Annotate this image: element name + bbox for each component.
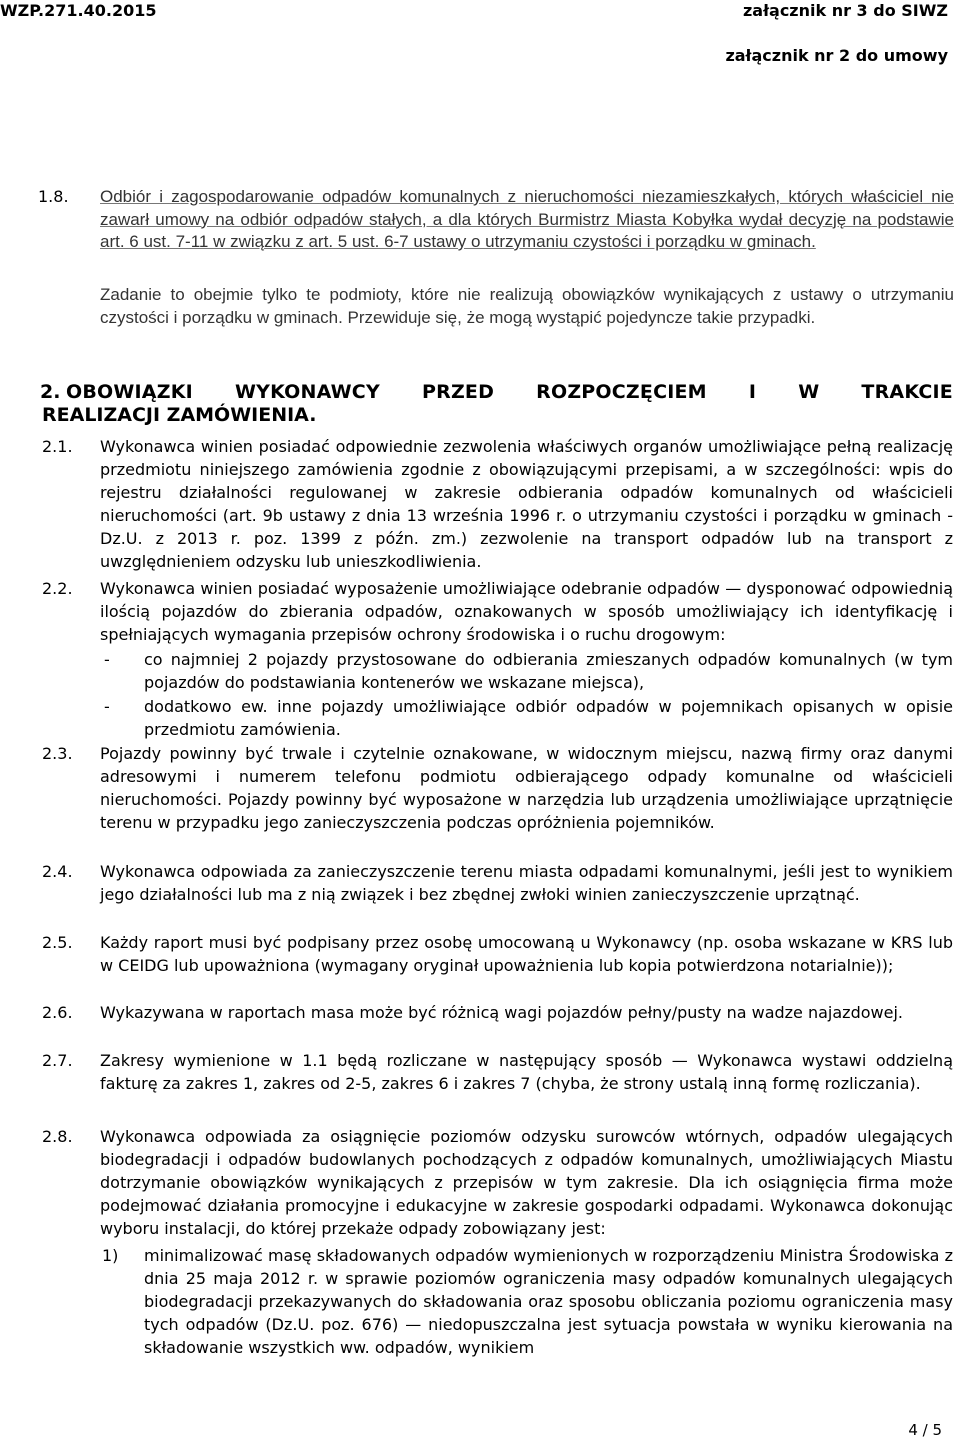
item-2-8 [42,1125,953,1240]
item-text: Pojazdy powinny być trwale i czytelnie oznakowane, w widocznym miejscu, nazwą firmy oraz danymi adresowymi i numerem telefonu podmiotu odbierającego odpady komunalne od właścicieli nieruchomości. Pojazdy powinny być wyposażone w narzędzia lub urządzenia umożliwiające uprzątnięcie terenu w przypadku jego zanieczyszczenia podczas opróżnienia pojemników. [100,744,953,832]
bullet-2-2-b [104,695,953,741]
item-number: 2.5. [42,933,73,952]
item-number: 2.1. [42,437,73,456]
item-2-2 [42,577,953,646]
item-1-8 [38,186,954,254]
subitem-2-8-1 [102,1244,953,1359]
item-text: Wykazywana w raportach masa może być różnicą wagi pojazdów pełny/pusty na wadze najazdowej. [100,1003,903,1022]
item-text: Wykonawca odpowiada za osiągnięcie poziomów odzysku surowców wtórnych, odpadów ulegających biodegradacji i odpadów budowlanych pochodzących z odpadów komunalnych, umożliwiających Miastu dotrzymanie obowiązków wynikających z przepisów w tym zakresie. Dla ich osiągnięcia firma może podejmować działania promocyjne i edukacyjne w zakresie gospodarki odpadami. Wykonawca dokonując wyboru instalacji, do której przekaże odpady zobowiązany jest: [100,1127,953,1238]
item-2-7 [42,1049,953,1095]
item-number: 2.6. [42,1003,73,1022]
bullet-2-2-a [104,648,953,694]
item-2-3 [42,742,953,834]
item-text: Wykonawca winien posiadać odpowiednie zezwolenia właściwych organów umożliwiające pełną realizację przedmiotu niniejszego zamówienia zgodnie z obowiązującymi przepisami, a w szczególności: wpis do rejestru działalności regulowanej w zakresie odbierania odpadów komunalnych od właścicieli nieruchomości (art. 9b ustawy z dnia 13 września 1996 r. o utrzymaniu czystości i porządku w gminach - Dz.U. z 2013 r. poz. 1399 z późn. zm.) zezwolenie na transport odpadów lub na transport z uwzględnieniem odzysku lub unieszkodliwienia. [100,437,953,571]
item-text: Zakresy wymienione w 1.1 będą rozliczane w następujący sposób — Wykonawca wystawi oddzielną fakturę za zakres 1, zakres od 2-5, zakres 6 i zakres 7 (chyba, że strony ustalą inną formę rozliczania). [100,1051,953,1093]
item-text: Każdy raport musi być podpisany przez osobę umocowaną u Wykonawcy (np. osoba wskazane w KRS lub w CEIDG lub upoważniona (wymagany oryginał upoważnienia lub kopia potwierdzona notarialnie)); [100,933,953,975]
item-1-8-text: Odbiór i zagospodarowanie odpadów komunalnych z nieruchomości niezamieszkałych, których właściciel nie zawarł umowy na odbiór odpadów stałych, a dla których Burmistrz Miasta Kobyłka wydał decyzję na podstawie art. 6 ust. 7-11 w związku z art. 5 ust. 6-7 ustawy o utrzymaniu czystości i porządku w gminach. [100,187,954,251]
item-number: 2.2. [42,579,73,598]
item-text: Wykonawca winien posiadać wyposażenie umożliwiające odebranie odpadów — dysponować odpowiednią ilością pojazdów do zbierania odpadów, oznakowanych w sposób umożliwiający ich identyfikację i spełniających wymagania przepisów ochrony środowiska i o ruchu drogowym: [100,579,953,644]
page-number: 4 / 5 [908,1421,942,1439]
item-number: 2.8. [42,1127,73,1146]
item-number: 2.4. [42,862,73,881]
bullet-text: dodatkowo ew. inne pojazdy umożliwiające odbiór odpadów w pojemnikach opisanych w opisie przedmiotu zamówienia. [144,697,953,739]
section-number: 2. [40,381,61,403]
item-2-5 [42,931,953,977]
item-number: 1.8. [38,187,69,206]
section-2-heading [40,381,953,427]
document-reference: WZP.271.40.2015 [0,1,157,20]
section-title-line1: OBOWIĄZKI WYKONAWCY PRZED ROZPOCZĘCIEM I W TRAKCIE [66,381,953,403]
subitem-text: minimalizować masę składowanych odpadów wymienionych w rozporządzeniu Ministra Środowiska z dnia 25 maja 2012 r. w sprawie poziomów ograniczenia masy odpadów komunalnych ulegających biodegradacji przekazywanych do składowania oraz sposobu obliczania poziomu ograniczenia masy tych odpadów (Dz.U. poz. 676) — niedopuszczalna jest sytuacja powstała w wyniku kierowania na składowanie wszystkich ww. odpadów, wynikiem [144,1246,953,1357]
bullet-dash: - [104,697,110,716]
item-2-6 [42,1001,953,1024]
attachment-siwz-label: załącznik nr 3 do SIWZ [742,1,948,20]
attachment-contract-label: załącznik nr 2 do umowy [725,46,948,65]
item-text: Wykonawca odpowiada za zanieczyszczenie terenu miasta odpadami komunalnymi, jeśli jest to wynikiem jego działalności lub ma z nią związek i bez zbędnej zwłoki winien zanieczyszczenie uprzątnąć. [100,862,953,904]
bullet-text: co najmniej 2 pojazdy przystosowane do odbierania zmieszanych odpadów komunalnych (w tym pojazdów do podstawiania kontenerów we wskazane miejsca), [144,650,953,692]
item-2-1 [42,435,953,573]
bullet-dash: - [104,650,110,669]
item-number: 2.7. [42,1051,73,1070]
item-number: 2.3. [42,744,73,763]
item-2-4 [42,860,953,906]
item-1-8-note: Zadanie to obejmie tylko te podmioty, które nie realizują obowiązków wynikających z ustawy o utrzymaniu czystości i porządku w gminach. Przewiduje się, że mogą wystąpić pojedyncze takie przypadki. [100,285,954,327]
subitem-number: 1) [102,1246,119,1265]
section-title-line2: REALIZACJI ZAMÓWIENIA. [42,404,317,426]
